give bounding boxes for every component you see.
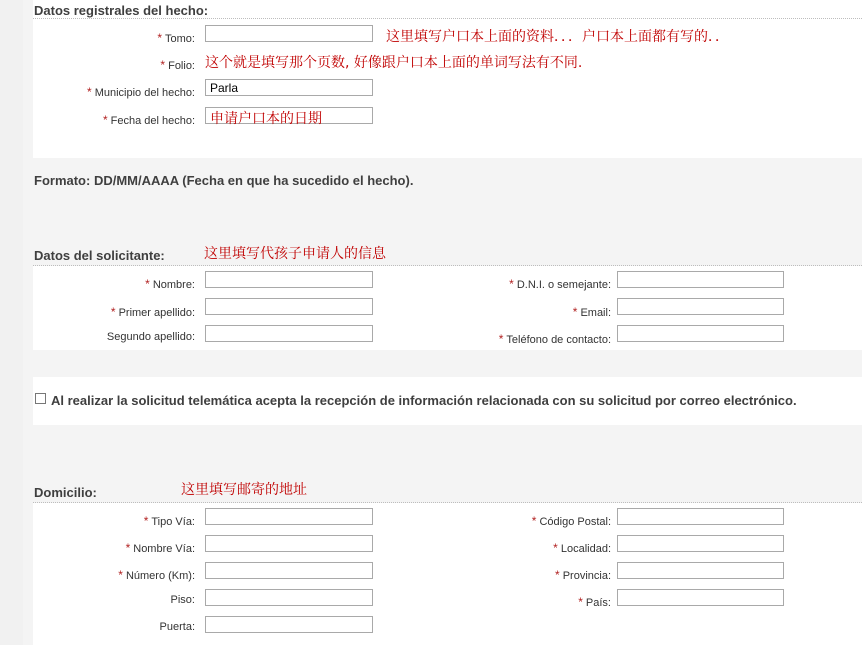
required-marker: * [87,85,92,99]
dni-label-text: D.N.I. o semejante: [516,279,611,291]
required-marker: * [572,305,578,319]
email-label [573,305,611,319]
solicitante-title: Datos del solicitante: [34,248,165,263]
fecha-label [103,113,195,127]
puerta-input[interactable] [205,616,373,633]
municipio-label-text: Municipio del hecho: [94,87,195,99]
required-marker: * [157,31,163,45]
required-marker: * [118,568,123,582]
domicilio-title: Domicilio: [34,485,97,500]
dni-input[interactable] [617,271,784,288]
pais-input[interactable] [617,589,784,606]
domicilio-note: 这里填写邮寄的地址 [181,482,307,498]
required-marker: * [553,541,558,555]
required-marker: * [578,595,583,609]
primer-apellido-label-text: Primer apellido: [118,307,195,319]
nombre-via-label-text: Nombre Vía: [133,543,195,555]
required-marker: * [110,305,116,319]
primer-apellido-label [111,305,195,319]
divider [33,18,862,19]
nombre-label [145,277,195,291]
registro-title: Datos registrales del hecho: [34,3,209,18]
provincia-label [555,568,611,582]
consent-text: Al realizar la solicitud telemática acepta la recepción de información relacionada con su solicitud por correo electrónico. [51,393,797,408]
email-input[interactable] [617,298,784,315]
required-marker: * [102,113,108,127]
nombre-label-text: Nombre: [152,279,195,291]
municipio-label [87,85,195,99]
tipo-via-input[interactable] [205,508,373,525]
codigo-postal-label [532,514,611,528]
email-label-text: Email: [580,307,611,319]
segundo-apellido-input[interactable] [205,325,373,342]
required-marker: * [143,514,149,528]
registro-section [33,0,862,158]
tomo-input[interactable] [205,25,373,42]
telefono-input[interactable] [617,325,784,342]
required-marker: * [145,277,150,291]
required-marker: * [555,568,560,582]
numero-label-text: Número (Km): [125,570,195,582]
dni-label [509,277,611,291]
solicitante-note: 这里填写代孩子申请人的信息 [204,246,386,262]
telefono-label-text: Teléfono de contacto: [506,334,611,346]
provincia-input[interactable] [617,562,784,579]
nombre-via-label [126,541,195,555]
codigo-postal-label-text: Código Postal: [539,516,611,528]
required-marker: * [160,58,166,72]
formato-text: Formato: DD/MM/AAAA (Fecha en que ha sucedido el hecho). [34,173,414,188]
telefono-label [499,332,611,346]
required-marker: * [125,541,131,555]
provincia-label-text: Provincia: [562,570,611,582]
tomo-label [157,31,195,45]
numero-input[interactable] [205,562,373,579]
primer-apellido-input[interactable] [205,298,373,315]
segundo-apellido-label: Segundo apellido: [106,331,195,343]
tipo-via-label-text: Tipo Vía: [151,516,195,528]
required-marker: * [498,332,504,346]
pais-label [578,595,611,609]
tipo-via-label [144,514,195,528]
puerta-label: Puerta: [159,621,195,633]
codigo-postal-input[interactable] [617,508,784,525]
tomo-label-text: Tomo: [165,33,195,45]
required-marker: * [531,514,537,528]
pais-label-text: País: [585,597,611,609]
localidad-label-text: Localidad: [560,543,611,555]
piso-input[interactable] [205,589,373,606]
nombre-input[interactable] [205,271,373,288]
municipio-input[interactable] [205,79,373,96]
piso-label: Piso: [170,594,195,606]
localidad-label [553,541,611,555]
required-marker: * [509,277,514,291]
fecha-note: 申请户口本的日期 [210,111,322,127]
folio-label [160,58,195,72]
fecha-label-text: Fecha del hecho: [110,115,195,127]
folio-label-text: Folio: [168,60,195,72]
tomo-note: 这里填写户口本上面的资料．．．户口本上面都有写的．． [386,29,729,45]
numero-label [118,568,195,582]
localidad-input[interactable] [617,535,784,552]
folio-note: 这个就是填写那个页数, 好像跟户口本上面的单词写法有不同. [205,55,583,71]
nombre-via-input[interactable] [205,535,373,552]
